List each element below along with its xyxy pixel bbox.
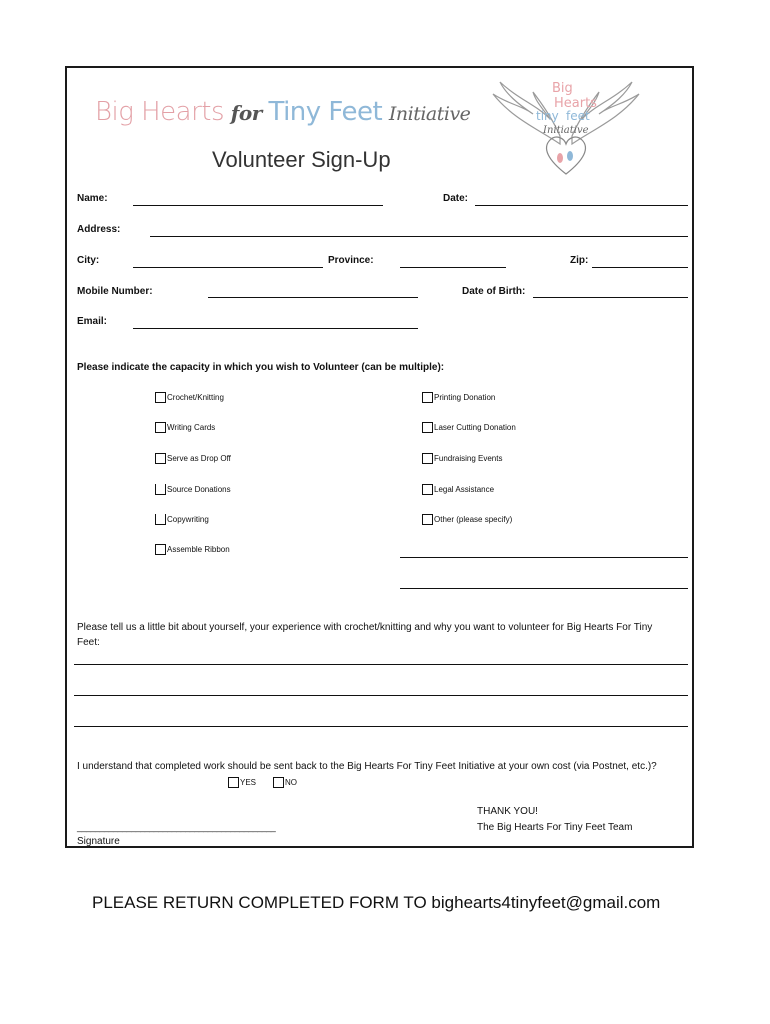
checkbox-legal-assistance[interactable] <box>422 484 494 495</box>
consent-text: I understand that completed work should be sent back to the Big Hearts For Tiny Feet Initiative at your own cost (via Postnet, etc.)? <box>77 761 657 772</box>
checkbox-yes[interactable] <box>228 777 256 788</box>
checkbox-laser-cutting-donation[interactable] <box>422 422 516 433</box>
checkbox-box[interactable] <box>155 514 166 525</box>
about-line-3[interactable] <box>74 726 688 727</box>
name-field[interactable] <box>133 205 383 206</box>
email-field[interactable] <box>133 328 418 329</box>
checkbox-serve-drop-off[interactable] <box>155 453 231 464</box>
city-label: City: <box>77 255 100 266</box>
capacity-prompt: Please indicate the capacity in which you wish to Volunteer (can be multiple): <box>77 362 445 373</box>
about-line-1[interactable] <box>74 664 688 665</box>
checkbox-label: Copywriting <box>167 515 209 524</box>
checkbox-label: Legal Assistance <box>434 485 495 494</box>
checkbox-assemble-ribbon[interactable] <box>155 544 230 555</box>
checkbox-label: Assemble Ribbon <box>167 545 230 554</box>
team-signoff: The Big Hearts For Tiny Feet Team <box>477 822 633 833</box>
emblem-initiative: Initiative <box>543 125 589 136</box>
checkbox-label: Serve as Drop Off <box>167 454 231 463</box>
checkbox-label: Other (please specify) <box>434 515 513 524</box>
checkbox-box[interactable] <box>273 777 284 788</box>
checkbox-box[interactable] <box>155 422 166 433</box>
address-label: Address: <box>77 224 121 235</box>
about-line-2[interactable] <box>74 695 688 696</box>
checkbox-copywriting[interactable] <box>155 514 209 525</box>
checkbox-crochet-knitting[interactable] <box>155 392 224 403</box>
logo-big-hearts: Big Hearts <box>95 97 225 127</box>
email-label: Email: <box>77 316 108 327</box>
zip-field[interactable] <box>592 267 688 268</box>
mobile-field[interactable] <box>208 297 418 298</box>
checkbox-box[interactable] <box>422 392 433 403</box>
province-field[interactable] <box>400 267 506 268</box>
zip-label: Zip: <box>570 255 589 266</box>
dob-field[interactable] <box>533 297 688 298</box>
checkbox-label: Printing Donation <box>434 393 496 402</box>
checkbox-box[interactable] <box>155 392 166 403</box>
checkbox-fundraising-events[interactable] <box>422 453 502 464</box>
other-specify-line-1[interactable] <box>400 557 688 558</box>
checkbox-box[interactable] <box>228 777 239 788</box>
checkbox-source-donations[interactable] <box>155 484 231 495</box>
checkbox-label: Source Donations <box>167 485 231 494</box>
date-field[interactable] <box>475 205 688 206</box>
checkbox-other[interactable] <box>422 514 512 525</box>
logo-wordmark <box>95 96 470 127</box>
name-label: Name: <box>77 193 108 204</box>
date-label: Date: <box>443 193 469 204</box>
other-specify-line-2[interactable] <box>400 588 688 589</box>
checkbox-box[interactable] <box>155 453 166 464</box>
checkbox-label: YES <box>240 778 257 787</box>
signature-label: Signature <box>77 836 120 847</box>
checkbox-writing-cards[interactable] <box>155 422 215 433</box>
emblem-big: Big <box>552 81 573 96</box>
mobile-label: Mobile Number: <box>77 286 153 297</box>
checkbox-box[interactable] <box>422 453 433 464</box>
logo-initiative: Initiative <box>388 103 471 125</box>
checkbox-printing-donation[interactable] <box>422 392 495 403</box>
thank-you: THANK YOU! <box>477 806 538 817</box>
logo-for: for <box>230 101 262 125</box>
wings-heart-logo <box>488 74 644 182</box>
logo-tiny-feet: Tiny Feet <box>268 97 383 127</box>
checkbox-box[interactable] <box>155 544 166 555</box>
checkbox-box[interactable] <box>422 514 433 525</box>
emblem-hearts: Hearts <box>554 96 597 111</box>
city-field[interactable] <box>133 267 323 268</box>
checkbox-label: Fundraising Events <box>434 454 503 463</box>
dob-label: Date of Birth: <box>462 286 526 297</box>
about-prompt: Please tell us a little bit about yourself, your experience with crochet/knitting and why you want to volunteer for Big Hearts For Tiny Feet: <box>77 622 653 648</box>
checkbox-label: Writing Cards <box>167 423 216 432</box>
checkbox-box[interactable] <box>155 484 166 495</box>
emblem-tiny: tiny <box>536 109 559 123</box>
checkbox-label: NO <box>285 778 297 787</box>
return-instructions: PLEASE RETURN COMPLETED FORM TO bighearts4tinyfeet@gmail.com <box>92 893 661 912</box>
address-field[interactable] <box>150 236 688 237</box>
signature-line[interactable]: ____________________________________________ <box>77 822 276 832</box>
checkbox-box[interactable] <box>422 422 433 433</box>
checkbox-label: Crochet/Knitting <box>167 393 224 402</box>
checkbox-box[interactable] <box>422 484 433 495</box>
emblem-feet: feet <box>566 109 590 123</box>
checkbox-label: Laser Cutting Donation <box>434 423 516 432</box>
checkbox-no[interactable] <box>273 777 297 788</box>
page-title: Volunteer Sign-Up <box>212 147 391 172</box>
province-label: Province: <box>328 255 374 266</box>
